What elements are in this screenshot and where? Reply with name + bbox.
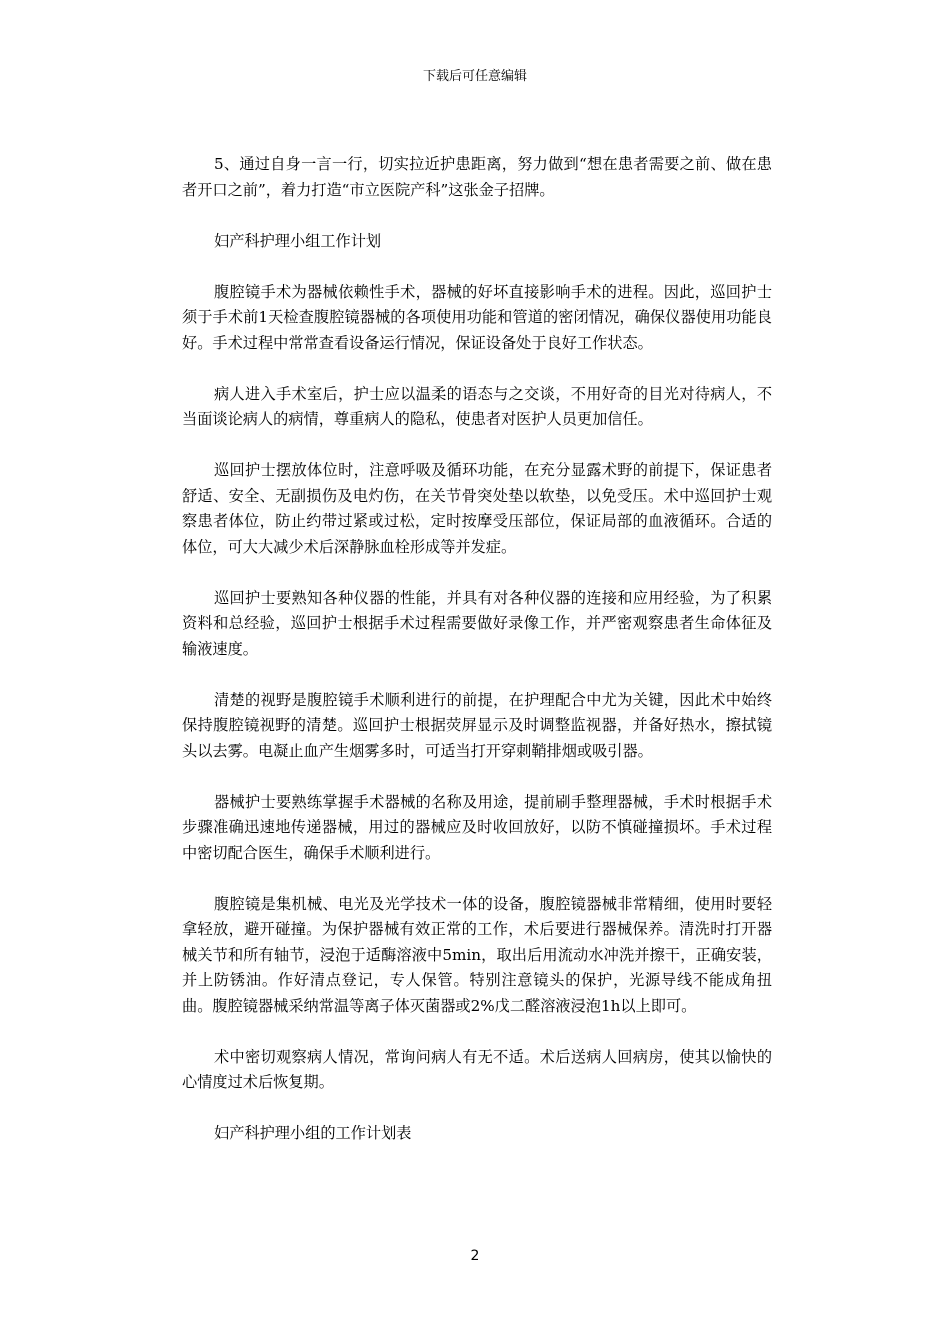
paragraph-equipment-check: 腹腔镜手术为器械依赖性手术，器械的好坏直接影响手术的进程。因此，巡回护士须于手术前1天检查腹腔镜器械的各项使用功能和管道的密闭情况，确保仪器使用功能良好。手术过程中常常查看设备运行情况，保证设备处于良好工作状态。	[182, 282, 772, 352]
page-header-note: 下载后可任意编辑	[422, 69, 527, 84]
section-heading-work-plan: 妇产科护理小组工作计划	[214, 231, 382, 250]
section-heading-plan-table: 妇产科护理小组的工作计划表	[214, 1124, 412, 1142]
paragraph-instrument-knowledge: 巡回护士要熟知各种仪器的性能，并具有对各种仪器的连接和应用经验，为了积累资料和总经验，巡回护士根据手术过程需要做好录像工作，并严密观察患者生命体征及输液速度。	[182, 588, 772, 658]
page-number: 2	[470, 1248, 480, 1264]
paragraph-clear-view: 清楚的视野是腹腔镜手术顺利进行的前提，在护理配合中尤为关键，因此术中始终保持腹腔镜视野的清楚。巡回护士根据荧屏显示及时调整监视器，并备好热水，擦拭镜头以去雾。电凝止血产生烟雾多时，可适当打开穿刺鞘排烟或吸引器。	[182, 690, 772, 760]
paragraph-item-5: 5、通过自身一言一行，切实拉近护患距离，努力做到“想在患者需要之前、做在患者开口之前”，着力打造“市立医院产科”这张金子招牌。	[182, 155, 772, 199]
paragraph-positioning: 巡回护士摆放体位时，注意呼吸及循环功能，在充分显露术野的前提下，保证患者舒适、安全、无副损伤及电灼伤，在关节骨突处垫以软垫，以免受压。术中巡回护士观察患者体位，防止约带过紧或过松，定时按摩受压部位，保证局部的血液循环。合适的体位，可大大减少术后深静脉血栓形成等并发症。	[182, 461, 772, 556]
document-body	[182, 152, 772, 1172]
paragraph-scrub-nurse: 器械护士要熟练掌握手术器械的名称及用途，提前刷手整理器械，手术时根据手术步骤准确迅速地传递器械，用过的器械应及时收回放好，以防不慎碰撞损坏。手术过程中密切配合医生，确保手术顺利进行。	[182, 792, 772, 862]
paragraph-patient-communication: 病人进入手术室后，护士应以温柔的语态与之交谈，不用好奇的目光对待病人，不当面谈论病人的病情，尊重病人的隐私，使患者对医护人员更加信任。	[182, 384, 772, 428]
paragraph-maintenance: 腹腔镜是集机械、电光及光学技术一体的设备，腹腔镜器械非常精细，使用时要轻拿轻放，避开碰撞。为保护器械有效正常的工作，术后要进行器械保养。清洗时打开器械关节和所有轴节，浸泡于适酶溶液中5min，取出后用流动水冲洗并擦干，正确安装，并上防锈油。作好清点登记，专人保管。特别注意镜头的保护，光源导线不能成角扭曲。腹腔镜器械采纳常温等离子体灭菌器或2%戊二醛溶液浸泡1h以上即可。	[182, 894, 772, 1015]
paragraph-observation: 术中密切观察病人情况，常询问病人有无不适。术后送病人回病房，使其以愉快的心情度过术后恢复期。	[182, 1047, 772, 1091]
